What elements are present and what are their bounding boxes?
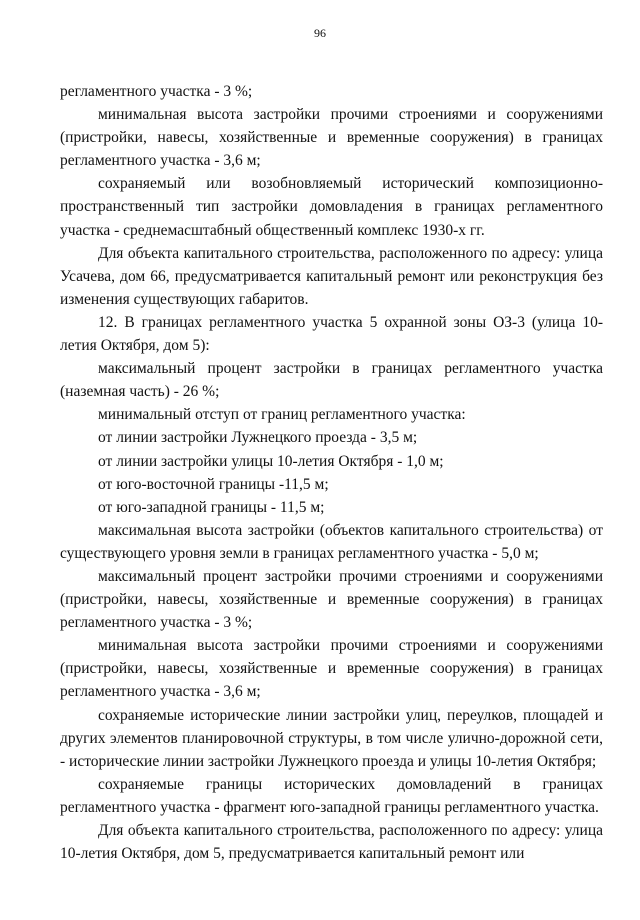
paragraph: Для объекта капитального строительства, расположенного по адресу: улица Усачева, дом 66, предусматривается капитальный ремонт или реконструкция без изменения существующих габаритов. xyxy=(60,244,603,308)
section-heading: 12. В границах регламентного участка 5 охранной зоны ОЗ-3 (улица 10-летия Октября, дом 5): xyxy=(60,313,603,355)
paragraph: максимальный процент застройки в границах регламентного участка (наземная часть) - 26 %; xyxy=(60,360,603,401)
paragraph: Для объекта капитального строительства, расположенного по адресу: улица 10-летия Октября, дом 5, предусматривается капитальный ремонт или xyxy=(60,822,603,863)
document-body xyxy=(60,80,603,865)
paragraph: от линии застройки Лужнецкого проезда - 3,5 м; xyxy=(98,429,418,447)
paragraph: сохраняемый или возобновляемый исторический композиционно-пространственный тип застройки домовладения в границах регламентного участка - среднемасштабный общественный комплекс 1930-х гг. xyxy=(60,175,603,239)
paragraph: максимальная высота застройки (объектов капитального строительства) от существующего уровня земли в границах регламентного участка - 5,0 м; xyxy=(60,521,603,562)
page-number: 96 xyxy=(314,26,326,40)
paragraph: от юго-западной границы - 11,5 м; xyxy=(98,498,325,516)
paragraph: максимальный процент застройки прочими строениями и сооружениями (пристройки, навесы, хозяйственные и временные сооружения) в границах регламентного участка - 3 %; xyxy=(60,567,603,632)
paragraph: минимальный отступ от границ регламентного участка: xyxy=(98,406,466,424)
paragraph: сохраняемые границы исторических домовладений в границах регламентного участка - фрагмент юго-западной границы регламентного участка. xyxy=(60,775,603,816)
paragraph: минимальная высота застройки прочими строениями и сооружениями (пристройки, навесы, хозяйственные и временные сооружения) в границах регламентного участка - 3,6 м; xyxy=(60,637,603,701)
paragraph: минимальная высота застройки прочими строениями и сооружениями (пристройки, навесы, хозяйственные и временные сооружения) в границах регламентного участка - 3,6 м; xyxy=(60,106,603,170)
paragraph: от линии застройки улицы 10-летия Октября - 1,0 м; xyxy=(98,452,444,470)
paragraph: регламентного участка - 3 %; xyxy=(60,83,253,100)
paragraph: сохраняемые исторические линии застройки улиц, переулков, площадей и других элементов планировочной структуры, в том числе улично-дорожной сети, - исторические линии застройки Лужнецкого проезда и улицы 10-летия Октября; xyxy=(60,706,603,770)
paragraph: от юго-восточной границы -11,5 м; xyxy=(98,475,329,493)
